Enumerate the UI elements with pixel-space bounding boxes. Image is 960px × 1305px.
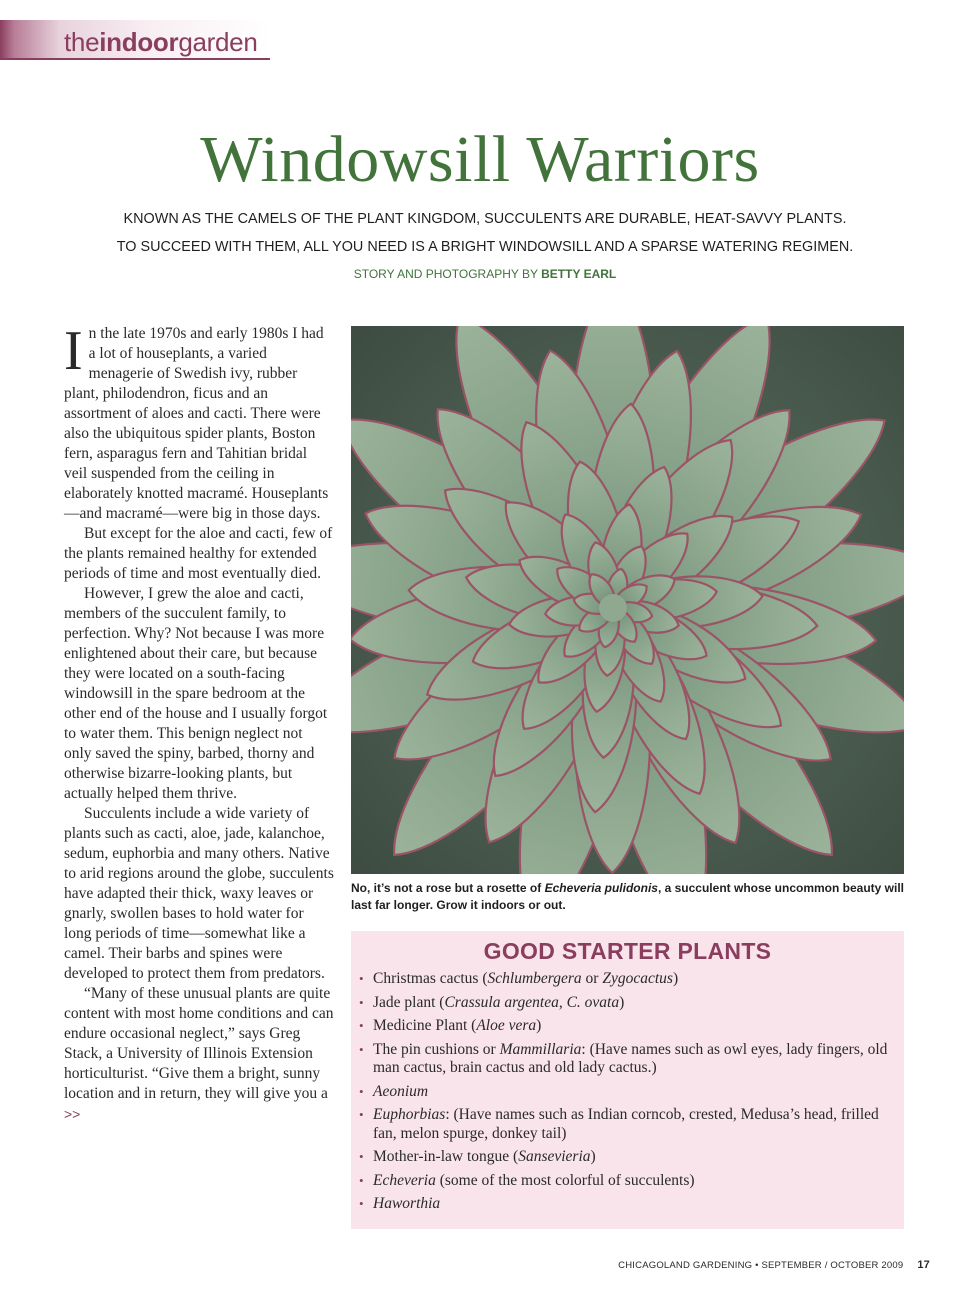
starter-plant-item [351,1195,896,1214]
paragraph-1-text: n the late 1970s and early 1980s I had a lot of houseplants, a varied menagerie of Swedish ivy, rubber plant, philodendron, ficus and an assortment of aloes and cacti. There were also the ubiquitous spider plants, Boston fern, asparagus fern and Tahitian bridal veil suspended from the ceiling in elaborately knotted macramé. Houseplants—and macramé—were big in those days. [64,325,329,522]
page-footer [618,1259,930,1271]
footer-publication: CHICAGOLAND GARDENING [618,1260,753,1271]
plant-latin-name: C. ovata [566,993,620,1011]
bullet-icon: • [359,994,364,1010]
section-label-part3: garden [178,27,258,57]
starter-plant-item [351,1083,896,1102]
paragraph-4: Succulents include a wide variety of plants such as cacti, aloe, jade, kalanchoe, sedum, euphorbia and many others. Native to arid regions around the globe, succulents have adapted their thick, waxy leaves or gnarly, swollen bases to hold water for long periods of time—somewhat like a camel. Their barbs and spines were developed to protect them from predators. [64,805,334,982]
plant-text: ) [672,970,679,987]
byline-prefix: STORY AND PHOTOGRAPHY BY [353,267,542,281]
paragraph-1 [64,320,334,524]
section-label-part1: the [64,27,100,57]
starter-plant-item [351,970,896,989]
article-deck [60,205,910,261]
plant-text: : (Have names such as Indian corncob, crested, Medusa’s head, frilled fan, melon spurge, donkey tail) [373,1106,879,1142]
bullet-icon: • [359,1018,364,1033]
starter-plant-item [351,1041,896,1078]
plant-text: : (Have names such as owl eyes, lady fingers, old man cactus, brain cactus and old lady cactus.) [373,1040,888,1076]
caption-text-after: , a succulent whose uncommon beauty will last far longer. Grow it indoors or out. [351,881,904,912]
paragraph-5 [64,984,334,1125]
starter-plants-list [351,970,896,1219]
caption-species: Echeveria pulidonis [544,881,658,895]
sidebar-title: GOOD STARTER PLANTS [483,938,772,964]
plant-text: , [558,993,567,1011]
paragraph-5-text: “Many of these unusual plants are quite content with most home conditions and can endure occasional neglect,” says Greg Stack, a University of Illinois Extension horticulturist. “Give them a bright, sunny location and in return, they will give you a [64,985,334,1102]
plant-latin-name: Zygocactus [602,970,673,987]
plant-text: ) [536,1017,542,1034]
drop-cap: I [64,320,83,382]
deck-line-1: KNOWN AS THE CAMELS OF THE PLANT KINGDOM, SUCCULENTS ARE DURABLE, HEAT-SAVVY PLANTS. [123,211,847,227]
bullet-icon: • [359,1083,364,1099]
plant-text: Christmas cactus ( [373,970,488,987]
page-number: 17 [917,1259,930,1271]
rosette-image [351,326,904,874]
bullet-icon: • [359,1149,364,1164]
starter-plant-item [351,994,896,1013]
plant-latin-name: Echeveria [373,1171,436,1189]
plant-text: The pin cushions or [373,1040,500,1058]
bullet-icon: • [359,1196,364,1211]
rosette-center [599,594,627,622]
bullet-icon: • [359,1107,364,1122]
starter-plant-item [351,1017,896,1036]
plant-text: Jade plant ( [373,993,445,1011]
plant-latin-name: Haworthia [373,1195,441,1212]
byline [0,267,960,281]
caption-text-before: No, it’s not a rose but a rosette of [351,881,545,895]
paragraph-3: However, I grew the aloe and cacti, members of the succulent family, to perfection. Why? Not because I was more enlightened about their care, but because they were located on a south-facing windowsill in the spare bedroom at the other end of the house and I usually forgot to water them. This benign neglect not only saved the spiny, barbed, thorny and otherwise bizarre-looking plants, but actually helped them thrive. [64,585,328,802]
plant-text: ) [590,1148,596,1165]
article-title: Windowsill Warriors [200,123,760,196]
plant-text: ) [619,993,625,1011]
plant-latin-name: Schlumbergera [487,970,582,987]
article-body [64,320,334,1125]
footer-separator: • [755,1260,759,1271]
section-label-part2: indoor [99,27,179,57]
plant-text: or [581,970,603,987]
plant-latin-name: Euphorbias [373,1106,446,1123]
bullet-icon: • [359,1041,364,1057]
bullet-icon: • [359,1172,364,1188]
deck-line-2: TO SUCCEED WITH THEM, ALL YOU NEED IS A BRIGHT WINDOWSILL AND A SPARSE WATERING REGIMEN. [116,239,854,255]
plant-latin-name: Mammillaria [499,1040,582,1058]
starter-plant-item [351,1172,896,1191]
plant-latin-name: Aeonium [373,1082,429,1100]
plant-latin-name: Sansevieria [518,1148,591,1165]
section-label [64,27,258,58]
plant-latin-name: Aloe vera [476,1017,537,1034]
bullet-icon: • [359,971,364,986]
continue-marker: >> [64,1106,81,1122]
footer-issue: SEPTEMBER / OCTOBER 2009 [761,1260,904,1271]
plant-latin-name: Crassula argentea [444,993,559,1011]
starter-plant-item [351,1148,896,1167]
paragraph-2: But except for the aloe and cacti, few of the plants remained healthy for extended periods of time and most eventually died. [64,525,333,582]
plant-text: (some of the most colorful of succulents) [435,1171,695,1189]
starter-plant-item [351,1106,896,1143]
photo-caption [351,880,911,914]
succulent-photo [351,326,904,874]
plant-text: Medicine Plant ( [373,1017,477,1034]
plant-text: Mother-in-law tongue ( [373,1148,519,1165]
byline-author: BETTY EARL [541,267,617,281]
starter-plants-box [351,931,904,1229]
